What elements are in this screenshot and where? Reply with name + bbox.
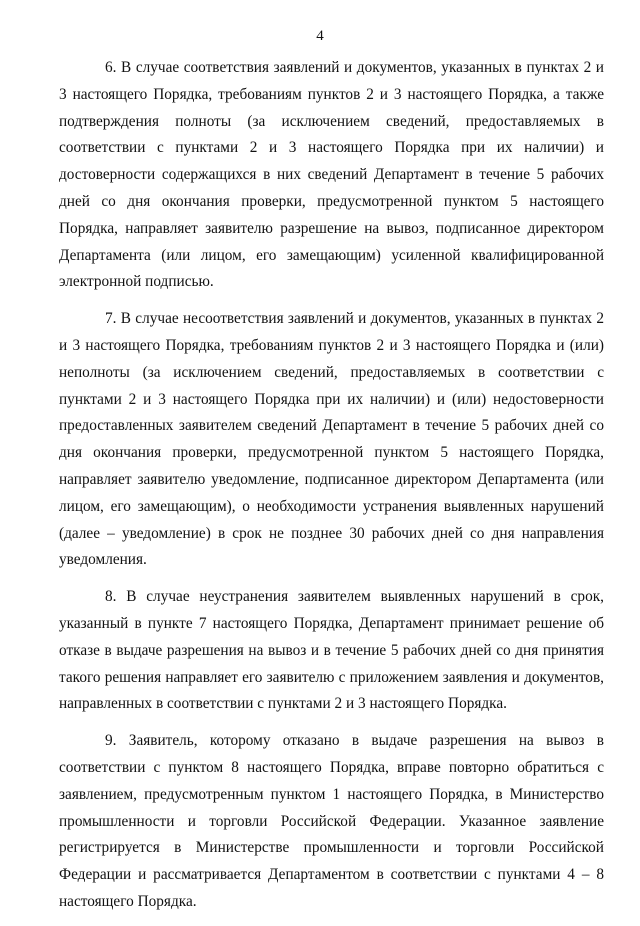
page-number: 4 <box>316 28 324 44</box>
paragraph-7: 7. В случае несоответствия заявлений и документов, указанных в пунктах 2 и 3 настоящего Порядка, требованиям пунктов 2 и 3 настоящего Порядка и (или) неполноты (за исключением сведений, предоставляемых в соответствии с пунктами 2 и 3 настоящего Порядка при их наличии) и (или) недостоверности предоставленных заявителем сведений Департамент в течение 5 рабочих дней со дня окончания проверки, предусмотренной пунктом 5 настоящего Порядка, направляет заявителю уведомление, подписанное директором Департамента (или лицом, его замещающим), о необходимости устранения выявленных нарушений (далее – уведомление) в срок не позднее 30 рабочих дней со дня направления уведомления. <box>59 310 604 569</box>
document-body <box>59 55 604 926</box>
paragraph-6: 6. В случае соответствия заявлений и документов, указанных в пунктах 2 и 3 настоящего Порядка, требованиям пунктов 2 и 3 настоящего Порядка, а также подтверждения полноты (за исключением сведений, предоставляемых в соответствии с пунктами 2 и 3 настоящего Порядка при их наличии) и достоверности содержащихся в них сведений Департамент в течение 5 рабочих дней со дня окончания проверки, предусмотренной пунктом 5 настоящего Порядка, направляет заявителю разрешение на вывоз, подписанное директором Департамента (или лицом, его замещающим) усиленной квалифицированной электронной подписью. <box>59 59 604 291</box>
paragraph-8: 8. В случае неустранения заявителем выявленных нарушений в срок, указанный в пункте 7 настоящего Порядка, Департамент принимает решение об отказе в выдаче разрешения на вывоз и в течение 5 рабочих дней со дня принятия такого решения направляет его заявителю с приложением заявления и документов, направленных в соответствии с пунктами 2 и 3 настоящего Порядка. <box>59 588 604 713</box>
paragraph-9: 9. Заявитель, которому отказано в выдаче разрешения на вывоз в соответствии с пунктом 8 настоящего Порядка, вправе повторно обратиться с заявлением, предусмотренным пунктом 1 настоящего Порядка, в Министерство промышленности и торговли Российской Федерации. Указанное заявление регистрируется в Министерстве промышленности и торговли Российской Федерации и рассматривается Департаментом в соответствии с пунктами 4 – 8 настоящего Порядка. <box>59 732 604 910</box>
